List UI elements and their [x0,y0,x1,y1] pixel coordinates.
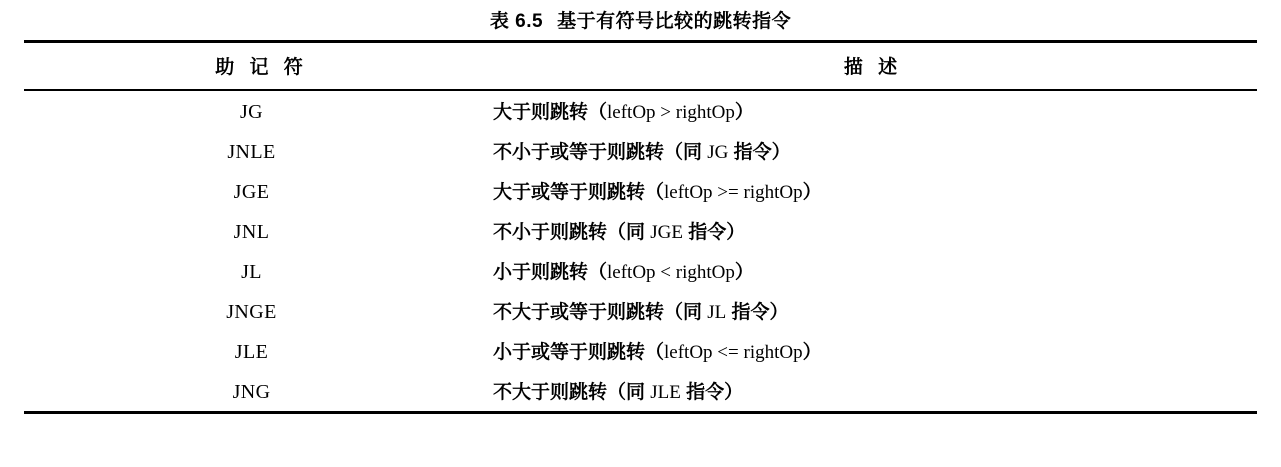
desc-code: leftOp <= rightOp [664,342,803,363]
desc-code: leftOp > rightOp [607,102,735,123]
desc-code: JL [707,302,727,323]
cell-mnemonic: JNL [233,221,270,243]
desc-tail: ） [802,342,822,363]
cell-description [479,91,1257,131]
table-bottom-rule [24,411,1257,414]
table-row [24,131,1257,171]
cell-mnemonic: JLE [234,341,269,363]
cell-description [479,371,1257,411]
desc-code: leftOp < rightOp [607,262,735,283]
desc-tail: 指令） [726,302,789,323]
cell-description [479,331,1257,371]
cell-description [479,131,1257,171]
desc-code: JLE [650,382,681,403]
desc-text: 不大于或等于则跳转（同 [493,302,708,323]
desc-text: 小于或等于则跳转（ [493,342,665,363]
table-row [24,331,1257,371]
cell-description [479,291,1257,331]
desc-text: 不大于则跳转（同 [493,382,651,403]
desc-text: 大于或等于则跳转（ [493,182,665,203]
table-body [24,91,1257,411]
table-row [24,211,1257,251]
desc-text: 小于则跳转（ [493,262,608,283]
cell-description [479,251,1257,291]
cell-mnemonic: JNGE [226,301,277,323]
cell-mnemonic: JGE [233,181,270,203]
desc-tail: ） [734,262,754,283]
cell-mnemonic: JG [239,101,264,123]
desc-tail: 指令） [683,222,746,243]
table-header-row [24,43,1257,89]
table-row [24,171,1257,211]
cell-mnemonic: JNG [232,381,271,403]
table-caption [0,0,1281,40]
table-row [24,291,1257,331]
desc-tail: 指令） [680,382,744,403]
desc-code: JG [707,142,729,163]
desc-text: 大于则跳转（ [493,102,608,123]
cell-description [479,171,1257,211]
cell-description [479,211,1257,251]
table-caption-title: 基于有符号比较的跳转指令 [557,11,792,32]
desc-tail: ） [802,182,822,203]
desc-tail: ） [734,102,754,123]
cell-mnemonic: JL [241,261,262,283]
desc-text: 不小于或等于则跳转（同 [493,142,708,163]
table-rows [24,91,1257,411]
cell-mnemonic: JNLE [227,141,276,163]
desc-text: 不小于则跳转（同 [493,222,651,243]
table-head-body [24,43,1257,89]
column-header-mnemonic: 助 记 符 [215,57,308,78]
table-row [24,251,1257,291]
desc-tail: 指令） [728,142,791,163]
desc-code: leftOp >= rightOp [664,182,803,203]
jump-instructions-table [24,43,1257,89]
column-header-description: 描 述 [843,57,903,78]
table-caption-label: 表 6.5 [489,11,544,32]
table-row [24,371,1257,411]
table-row [24,91,1257,131]
desc-code: JGE [650,222,684,243]
